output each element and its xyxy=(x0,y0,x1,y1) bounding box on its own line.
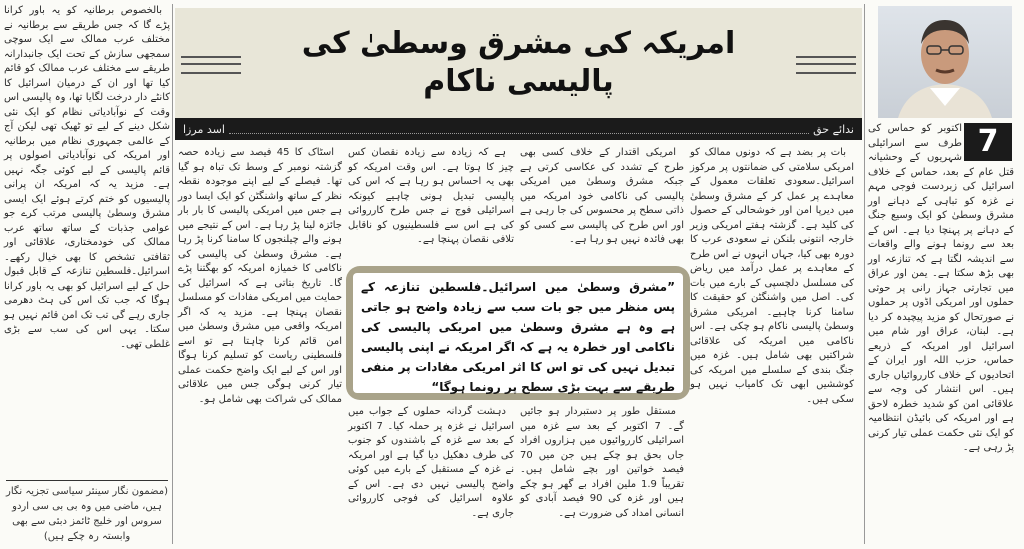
byline-bar xyxy=(175,118,862,140)
article-column-5 xyxy=(4,4,170,352)
lead-number-box: 7 xyxy=(964,123,1012,161)
pull-quote: ”مشرق وسطیٰ میں اسرائیل۔فلسطین تنازعہ کے پس منظر میں جو بات سب سے زیادہ واضح ہو جاتی ہے وہ ہے مشرق وسطیٰ میں امریکی پالیسی کی ناکامی اور خطرہ یہ ہے کہ اگر امریکہ نے اپنی پالیسی تبدیل نہیں کی تو اس کا اثر امریکی مفادات پر منفی طریقے سے بہت بڑی سطح پر رونما ہوگا“ xyxy=(353,273,683,393)
column-divider xyxy=(864,4,865,544)
article-headline: امریکہ کی مشرق وسطیٰ کی پالیسی ناکام xyxy=(301,26,736,99)
author-name: اسد مرزا xyxy=(183,122,225,136)
column-name: ندائے حق xyxy=(813,122,854,136)
article-column-3-bottom xyxy=(348,405,514,521)
column-text: دہشت گردانہ حملوں کے جواب میں اسرائیل نے غزہ پر حملہ کیا۔ 7 اکتوبر کے بعد سے غزہ کے باشندوں کو جنوب کی طرف دھکیل دیا گیا ہے اور امریکہ نے غزہ کے مستقبل کے بارے میں کوئی واضح پالیسی نہیں دی ہے۔ اس کے علاوہ اسرائیل کی فوجی کارروائی جاری ہے۔ xyxy=(348,406,514,519)
pull-quote-box xyxy=(346,266,690,400)
column-divider xyxy=(172,4,173,544)
column-text: بات پر بضد ہے کہ دونوں ممالک کو امریکی سلامتی کی ضمانتوں پر مرکوز اسرائیل۔سعودی تعلقات معمول کے معاہدے پر عمل کر کے مشرق وسطیٰ میں دیرپا امن اور خوشحالی کے حصول کی کلید ہے۔ گزشتہ ہفتے امریکی وزیر خارجہ انتونی بلنکن نے سعودی عرب کا دورہ بھی کیا، جہاں انہوں نے اس طرح کے معاہدے پر عمل درآمد میں ریاض کی مسلسل دلچسپی کے بارے میں بات کی۔ اصل میں واشنگٹن کو حقیقت کا سامنا کرنا چاہیے۔ امریکی مشرق وسطیٰ پالیسی ناکام ہو چکی ہے۔ اس ناکامی میں امریکہ کی علاقائی شراکتیں بھی شامل ہیں۔ غزہ میں جنگ بندی کے سلسلے میں امریکہ کی کوششیں ابھی تک کامیاب نہیں ہو سکی ہیں۔ xyxy=(690,147,854,405)
article-column-2-bottom xyxy=(520,405,684,521)
article-lead-column xyxy=(868,122,1014,456)
decorative-rule-left xyxy=(181,56,241,74)
column-text: ہے کہ زیادہ سے زیادہ نقصان کس چیز کا ہوتا ہے۔ اس وقت امریکہ کو بھی یہ احساس ہو رہا ہے کہ اس کی پالیسی تبدیل ہونی چاہیے کیونکہ اسرائیلی فوج نے جس طرح کارروائی کی ہے اس سے فلسطینیوں کو ناقابل تلافی نقصان پہنچا ہے۔ xyxy=(348,147,514,245)
column-text: مستقل طور پر دستبردار ہو جائیں گے۔ 7 اکتوبر کے بعد سے غزہ میں اسرائیلی کارروائیوں میں ہزاروں افراد جاں بحق ہو چکے ہیں جن میں 70 فیصد خواتین اور بچے شامل ہیں۔ تقریباً 1.9 ملین افراد بے گھر ہو چکے ہیں اور غزہ کی 90 فیصد آبادی کو انسانی امداد کی ضرورت ہے۔ xyxy=(520,406,685,519)
author-portrait-icon xyxy=(878,6,1012,118)
byline-dots xyxy=(229,125,809,134)
article-column-1 xyxy=(690,146,854,407)
article-column-4 xyxy=(178,146,342,407)
drop-number-spacer xyxy=(962,122,1014,164)
decorative-rule-right xyxy=(796,56,856,74)
article-column-2-top xyxy=(520,146,684,248)
author-note: (مضمون نگار سینئر سیاسی تجزیہ نگار ہیں، ماضی میں وہ بی بی سی اردو سروس اور خلیج ٹائمز دبئی سے بھی وابستہ رہ چکے ہیں) xyxy=(6,486,168,542)
column-text: امریکی اقتدار کے خلاف کسی بھی طرح کے تشدد کی عکاسی کرتی ہے جبکہ مشرق وسطیٰ میں امریکی پالیسی کی ناکامی خود امریکہ میں ذاتی سطح پر محسوس کی جا رہی ہے اور اس طرح کی پالیسی سے کسی کو بھی فائدہ نہیں ہو رہا ہے۔ xyxy=(520,147,684,245)
author-photo xyxy=(878,6,1012,118)
column-text: بالخصوص برطانیہ کو یہ باور کرانا پڑے گا کہ جس طریقے سے برطانیہ نے مختلف عرب ممالک سے ایک سوچی سمجھی سازش کے تحت ایک جانبدارانہ طریقے سے مختلف عرب ممالک کو قائم کیا تھا اور ان کے درمیان اسرائیل کا کانٹے دار درخت لگایا تھا، وہ پالیسی اس وقت کے نوآبادیاتی نظام کو ایک نئی شکل دینے کے لیے تو ٹھیک تھی لیکن آج کے عالمی جمہوری نظام میں برطانیہ اور امریکہ کی نوآبادیاتی اصولوں پر قائم پالیسی کے لیے کوئی جگہ نہیں ہے۔ مزید یہ کہ امریکہ ان پرانی پالیسیوں کو ختم کرتے ہوئے ایک ایسی مشرق وسطیٰ پالیسی مرتب کرے جو عوامی جذبات کے ساتھ ساتھ عرب ممالک کی خودمختاری، علاقائی اور ثقافتی تشخص کا بھی خیال رکھے۔ اسرائیل۔فلسطین تنازعہ کے قابل قبول حل کے لیے اسرائیل کو بھی یہ باور کرانا ہوگا کہ جب تک اس کی ہٹ دھرمی جاری رہے گی تب تک امن قائم نہیں ہو سکتا۔ یہی اس کی سب سے بڑی غلطی تھی۔ xyxy=(4,5,170,350)
column-text: اسٹاک کا 45 فیصد سے زیادہ حصہ گزشتہ نومبر کے وسط تک تباہ ہو گیا تھا۔ فیصلے کے لیے اپنے موجودہ نقطہ نظر کے ساتھ واشنگٹن کو ایک ایسا دور ہے جس میں امریکی پالیسی کا بار بار جائزہ لینا پڑ رہا ہے۔ اس کے نتیجے میں ہونے والے چیلنجوں کا سامنا کرنا پڑ رہا ہے۔ مشرق وسطیٰ کی پالیسی کی ناکامی کا خمیازہ امریکہ کو بھگتنا پڑے گا۔ تاریخ بتاتی ہے کہ اسرائیل کی حمایت میں امریکی مفادات کو مسلسل نقصان پہنچا ہے۔ مزید یہ کہ اگر امریکہ واقعی میں مشرق وسطیٰ میں امن قائم کرنا چاہتا ہے تو اسے فلسطینی ریاست کو تسلیم کرنا ہوگا اور اس کے لیے ایک واضح حکمت عملی تیار کرنی ہوگی جس میں علاقائی ممالک کی شراکت بھی شامل ہو۔ xyxy=(178,147,342,405)
headline-banner xyxy=(175,8,862,118)
note-divider xyxy=(6,480,168,481)
column-text: اکتوبر کو حماس کی طرف سے اسرائیلی شہریوں کے وحشیانہ قتل عام کے بعد، حماس کے خلاف اسرائیل کی زبردست فوجی مہم نے غزہ کو تباہی کے دہانے اور مشرق وسطیٰ کو ایک وسیع جنگ کے دہانے پر پہنچا دیا ہے۔ اس کے بعد سے رونما ہونے والے واقعات سے اندیشہ لگتا ہے کہ تنازعہ اور بھی بڑھ سکتا ہے۔ یمن اور عراق میں تجارتی جہاز رانی پر حوثی حملوں اور امریکی اڈوں پر حملوں نے صورتحال کو مزید پیچیدہ کر دیا ہے۔ لبنان، عراق اور شام میں اسرائیل اور امریکہ کے ذریعے حماس، حزب اللہ اور ایران کے اتحادیوں کے خلاف کارروائیاں جاری ہیں۔ اس انتشار کی وجہ سے علاقائی امن کو شدید خطرہ لاحق ہے اور امریکہ کی بائیڈن انتظامیہ کو ایک نئی حکمت عملی تیار کرنی پڑ رہی ہے۔ xyxy=(868,123,1014,453)
article-column-3-top xyxy=(348,146,514,248)
